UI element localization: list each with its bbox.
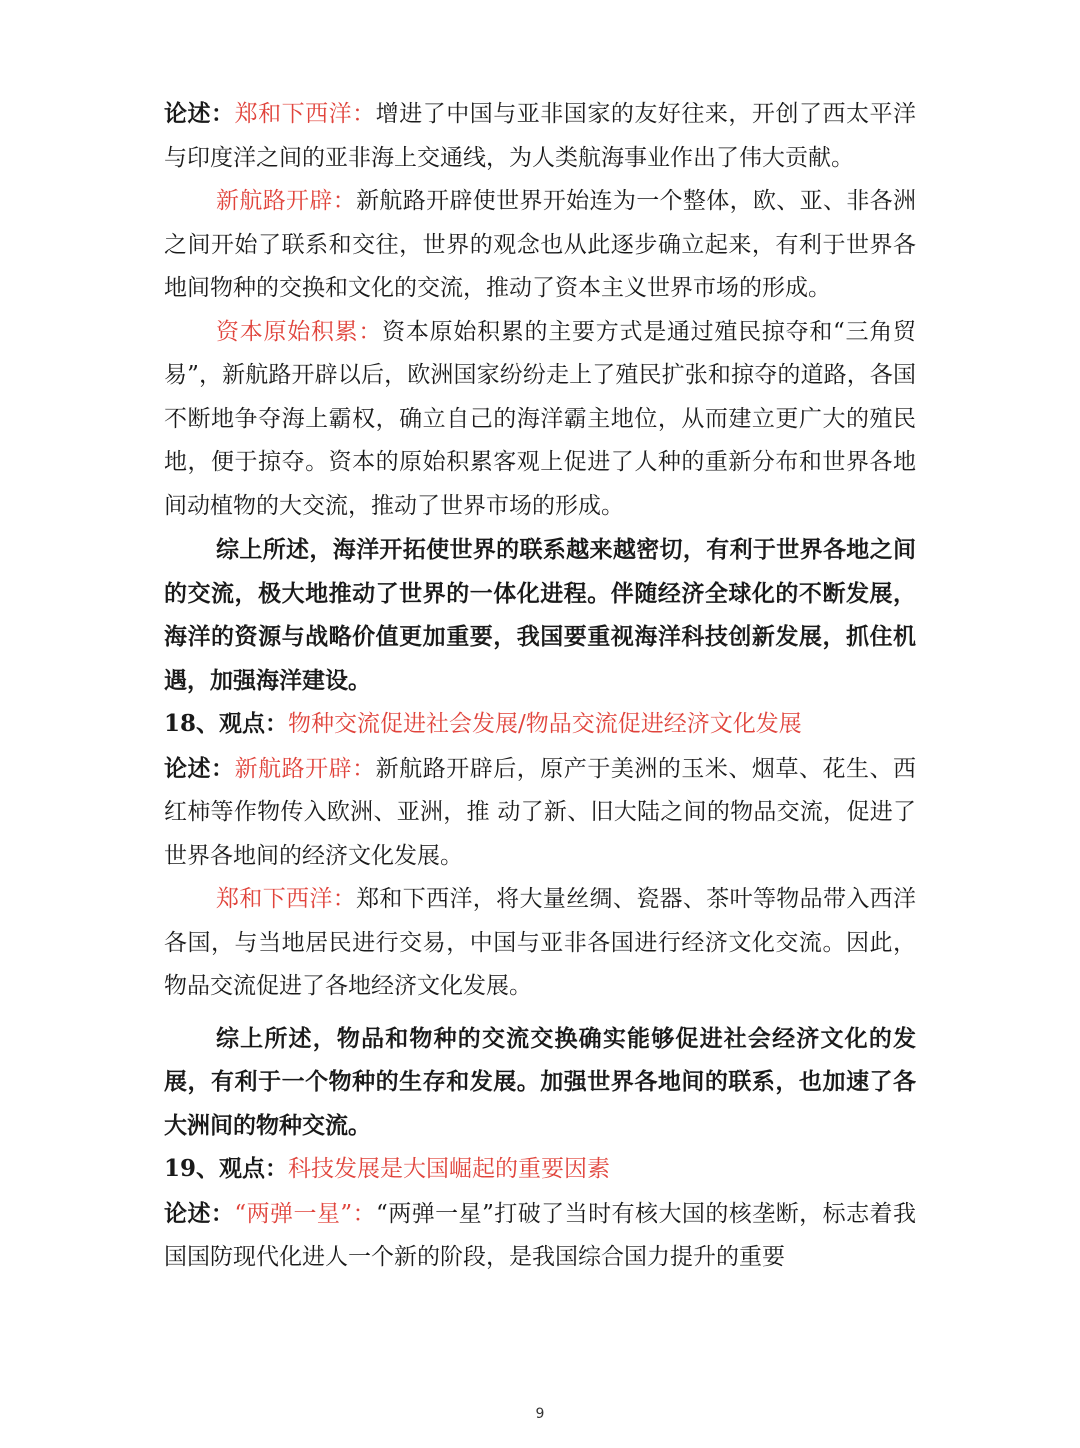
heading-18-number: 18、 xyxy=(164,710,220,737)
zheng-he-text: 增进了中国与亚非国家的友好往来，开创了西太平洋与印度洋之间的亚非海上交通线，为人类航海事业作出了伟大贡献。 xyxy=(164,101,917,171)
heading-19-number: 19、 xyxy=(164,1155,220,1182)
two-bombs-text: “两弹一星”打破了当时有核大国的核垄断，标志着我国国防现代化进人一个新的阶段，是我国综合国力提升的重要 xyxy=(164,1200,916,1270)
page-number: 9 xyxy=(535,1406,545,1422)
argument-label: 论述： xyxy=(164,754,235,782)
new-route-text: 新航路开辟使世界开始连为一个整体，欧、亚、非各洲之间开始了联系和交往，世界的观念也从此逐步确立起来，有利于世界各地间物种的交换和文化的交流，推动了资本主义世界市场的形成。 xyxy=(164,188,917,301)
capital-label: 资本原始积累： xyxy=(216,318,383,345)
heading-18-title: 物种交流促进社会发展/物品交流促进经济文化发展 xyxy=(288,711,802,737)
summary-18: 综上所述，物品和物种的交流交换确实能够促进社会经济文化的发展，有利于一个物种的生存和发展。加强世界各地间的联系，也加速了各大洲间的物种交流。 xyxy=(164,1024,916,1139)
document-body xyxy=(164,92,916,1280)
new-route-2-text: 新航路开辟后，原产于美洲的玉米、烟草、花生、西红柿等作物传入欧洲、亚洲，推 动了新、旧大陆之间的物品交流，促进了世界各地间的经济文化发展。 xyxy=(164,755,917,869)
zheng-he-2-label: 郑和下西洋： xyxy=(216,886,357,912)
heading-18-viewpoint-label: 观点： xyxy=(219,710,289,737)
zheng-he-label: 郑和下西洋： xyxy=(234,101,376,127)
paragraph-two-bombs xyxy=(164,1192,916,1280)
paragraph-new-route-2 xyxy=(164,747,916,879)
heading-19-title: 科技发展是大国崛起的重要因素 xyxy=(288,1156,611,1182)
paragraph-zheng-he-argument xyxy=(164,92,916,180)
paragraph-zheng-he-2 xyxy=(164,878,916,1009)
summary-17: 综上所述，海洋开拓使世界的联系越来越密切，有利于世界各地之间的交流，极大地推动了世界的一体化进程。伴随经济全球化的不断发展，海洋的资源与战略价值更加重要，我国要重视海洋科技创新发展，抓住机遇，加强海洋建设。 xyxy=(164,536,916,694)
paragraph-capital-accumulation xyxy=(164,311,916,529)
argument-label: 论述： xyxy=(164,1199,235,1227)
heading-19 xyxy=(164,1147,916,1192)
two-bombs-label: “两弹一星”： xyxy=(234,1200,377,1227)
new-route-label: 新航路开辟： xyxy=(216,188,357,214)
capital-text: 资本原始积累的主要方式是通过殖民掠夺和“三角贸易”，新航路开辟以后，欧洲国家纷纷走上了殖民扩张和掠夺的道路，各国不断地争夺海上霸权，确立自己的海洋霸主地位，从而建立更广大的殖民地，便于掠夺。资本的原始积累客观上促进了人种的重新分布和世界各地间动植物的大交流，推动了世界市场的形成。 xyxy=(164,318,917,519)
paragraph-new-route xyxy=(164,180,916,311)
zheng-he-2-text: 郑和下西洋，将大量丝绸、瓷器、茶叶等物品带入西洋各国，与当地居民进行交易，中国与亚非各国进行经济文化交流。因此，物品交流促进了各地经济文化发展。 xyxy=(164,886,917,999)
new-route-2-label: 新航路开辟： xyxy=(234,755,376,782)
heading-19-viewpoint-label: 观点： xyxy=(219,1155,289,1182)
heading-18 xyxy=(164,702,916,747)
argument-label: 论述： xyxy=(164,100,235,127)
